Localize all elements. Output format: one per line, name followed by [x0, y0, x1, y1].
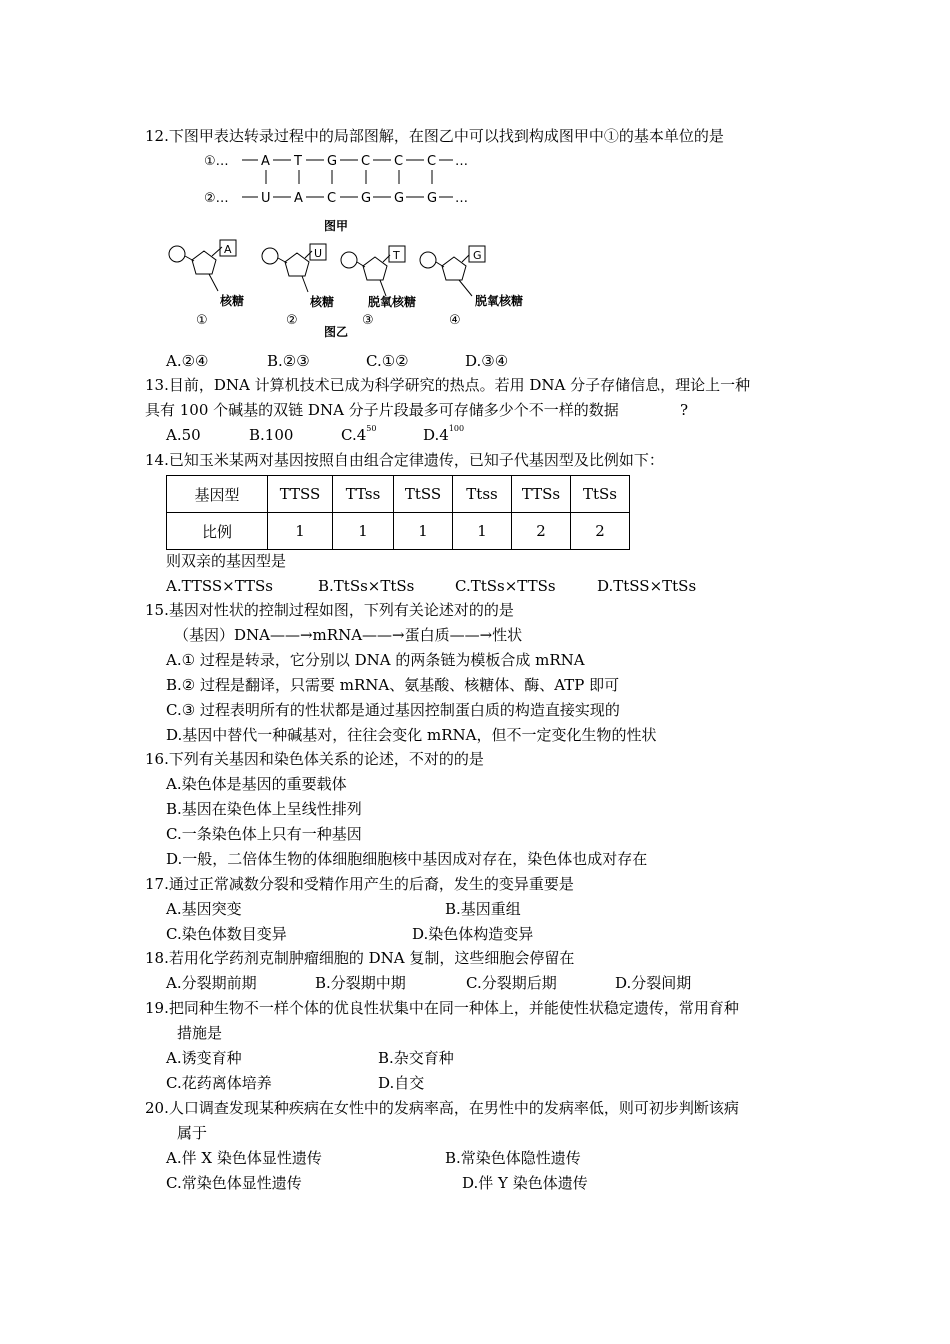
table-row-label: 基因型 — [167, 476, 268, 513]
q17-option-c: C.染色体数目变异 — [166, 925, 287, 943]
table-cell: TtSs — [571, 476, 630, 513]
q20-option-c: C.常染色体显性遗传 — [166, 1174, 302, 1192]
q17-option-b: B.基因重组 — [445, 900, 521, 918]
strand2-ellipsis: … — [455, 191, 468, 206]
strand2-base: A — [294, 191, 303, 206]
genotype-table — [166, 475, 630, 550]
q13-option-a: A.50 — [166, 426, 201, 444]
q13-option-b: B.100 — [249, 426, 294, 444]
table-cell: TTss — [333, 476, 394, 513]
strand2-base: G — [427, 191, 438, 206]
q14-after: 则双亲的基因型是 — [166, 552, 287, 570]
q18-stem: 18.若用化学药剂克制肿瘤细胞的 DNA 复制，这些细胞会停留在 — [145, 949, 575, 967]
q19-option-c: C.花药离体培养 — [166, 1074, 272, 1092]
q13-option-c-exponent: 50 — [366, 424, 377, 433]
nucleotide-base: T — [393, 249, 400, 262]
q17-option-d: D.染色体构造变异 — [412, 925, 534, 943]
q19-line1: 19.把同种生物不一样个体的优良性状集中在同一种体上，并能使性状稳定遗传，常用育种 — [145, 999, 739, 1017]
q14-option-d: D.TtSS×TtSs — [597, 577, 697, 595]
q13-option-d — [423, 425, 464, 445]
q15-stem: 15.基因对性状的控制过程如图，下列有关论述对的的是 — [145, 601, 514, 619]
table-cell: 1 — [333, 513, 394, 550]
q19-line2: 措施是 — [177, 1024, 223, 1042]
table-row — [167, 476, 630, 513]
q12-option-b: B.②③ — [267, 352, 310, 370]
q14-option-a: A.TTSS×TTSs — [166, 577, 274, 595]
strand2-base: G — [394, 191, 405, 206]
table-cell: TTSs — [512, 476, 571, 513]
table-cell: 2 — [512, 513, 571, 550]
q18-option-c: C.分裂期后期 — [466, 974, 557, 992]
table-cell: 2 — [571, 513, 630, 550]
nucleotide-number: ③ — [362, 313, 374, 328]
table-cell: TTSS — [268, 476, 333, 513]
q13-question-mark: ? — [680, 401, 689, 419]
strand1-base: C — [427, 154, 437, 169]
strand1-base: T — [294, 154, 302, 169]
strand2-base: C — [327, 191, 337, 206]
strand1-base: C — [361, 154, 371, 169]
q15-option-d: D.基因中替代一种碱基对，往往会变化 mRNA，但不一定变化生物的性状 — [166, 726, 657, 744]
table-row-label: 比例 — [167, 513, 268, 550]
q12-stem: 12.下图甲表达转录过程中的局部图解，在图乙中可以找到构成图甲中①的基本单位的是 — [145, 127, 724, 145]
nucleotide-sugar: 核糖 — [220, 294, 245, 308]
strand1-base: A — [261, 154, 270, 169]
strand2-base: U — [261, 191, 271, 206]
q14-option-c: C.TtSs×TTSs — [455, 577, 556, 595]
q17-stem: 17.通过正常减数分裂和受精作用产生的后裔，发生的变异重要是 — [145, 875, 574, 893]
table-cell: 1 — [453, 513, 512, 550]
nucleotide-sugar: 脱氧核糖 — [368, 295, 417, 309]
q19-option-b: B.杂交育种 — [378, 1049, 454, 1067]
table-cell: 1 — [394, 513, 453, 550]
fig-yi-caption: 图乙 — [324, 325, 349, 339]
nucleotide-base: U — [314, 247, 323, 260]
q12-figure — [160, 148, 560, 339]
q18-option-d: D.分裂间期 — [615, 974, 692, 992]
q16-option-d: D.一般，二倍体生物的体细胞细胞核中基因成对存在，染色体也成对存在 — [166, 850, 648, 868]
q15-option-a: A.① 过程是转录，它分别以 DNA 的两条链为模板合成 mRNA — [166, 651, 585, 669]
q12-option-c: C.①② — [366, 352, 409, 370]
strand1-base: C — [394, 154, 404, 169]
q12-option-d: D.③④ — [465, 352, 509, 370]
strand1-base: G — [327, 154, 338, 169]
nucleotide-base: G — [473, 249, 482, 262]
q19-option-d: D.自交 — [378, 1074, 425, 1092]
fig-jia-caption: 图甲 — [324, 219, 349, 233]
nucleotide-sugar: 核糖 — [310, 295, 335, 309]
strand2-mark: ②… — [204, 191, 229, 206]
nucleotide-sugar: 脱氧核糖 — [475, 294, 524, 308]
q13-line1: 13.目前，DNA 计算机技术已成为科学研究的热点。若用 DNA 分子存储信息，理论上一种 — [145, 376, 751, 394]
q17-option-a: A.基因突变 — [166, 900, 242, 918]
q12-option-a: A.②④ — [166, 352, 209, 370]
q15-flow: （基因）DNA——→mRNA——→蛋白质——→性状 — [174, 626, 523, 644]
table-row — [167, 513, 630, 550]
q14-option-b: B.TtSs×TtSs — [318, 577, 415, 595]
q13-option-d-base: D.4 — [423, 426, 449, 444]
q20-option-b: B.常染色体隐性遗传 — [445, 1149, 581, 1167]
nucleotide-number: ① — [196, 313, 208, 328]
q16-option-c: C.一条染色体上只有一种基因 — [166, 825, 362, 843]
table-cell: TtSS — [394, 476, 453, 513]
q13-option-c-base: C.4 — [341, 426, 367, 444]
q20-option-d: D.伴 Y 染色体遗传 — [462, 1174, 588, 1192]
q20-line1: 20.人口调查发现某种疾病在女性中的发病率高，在男性中的发病率低，则可初步判断该病 — [145, 1099, 739, 1117]
q15-option-c: C.③ 过程表明所有的性状都是通过基因控制蛋白质的构造直接实现的 — [166, 701, 620, 719]
q19-option-a: A.诱变育种 — [166, 1049, 242, 1067]
table-cell: Ttss — [453, 476, 512, 513]
q20-line2: 属于 — [177, 1124, 208, 1142]
q18-option-a: A.分裂期前期 — [166, 974, 257, 992]
strand1-ellipsis: … — [455, 154, 468, 169]
strand1-mark: ①… — [204, 154, 229, 169]
q18-option-b: B.分裂期中期 — [315, 974, 406, 992]
strand2-base: G — [361, 191, 372, 206]
q13-option-c — [341, 425, 376, 445]
q13-option-d-exponent: 100 — [448, 424, 465, 433]
q15-option-b: B.② 过程是翻译，只需要 mRNA、氨基酸、核糖体、酶、ATP 即可 — [166, 676, 620, 694]
q20-option-a: A.伴 X 染色体显性遗传 — [166, 1149, 322, 1167]
nucleotide-base: A — [224, 243, 232, 256]
table-cell: 1 — [268, 513, 333, 550]
q16-option-b: B.基因在染色体上呈线性排列 — [166, 800, 362, 818]
nucleotide-number: ② — [286, 313, 298, 328]
q13-line2: 具有 100 个碱基的双链 DNA 分子片段最多可存储多少个不一样的数据 — [145, 401, 619, 419]
q16-stem: 16.下列有关基因和染色体关系的论述，不对的的是 — [145, 750, 484, 768]
q14-stem: 14.已知玉米某两对基因按照自由组合定律遗传，已知子代基因型及比例如下： — [145, 451, 664, 469]
q16-option-a: A.染色体是基因的重要载体 — [166, 775, 347, 793]
nucleotide-number: ④ — [449, 313, 461, 328]
